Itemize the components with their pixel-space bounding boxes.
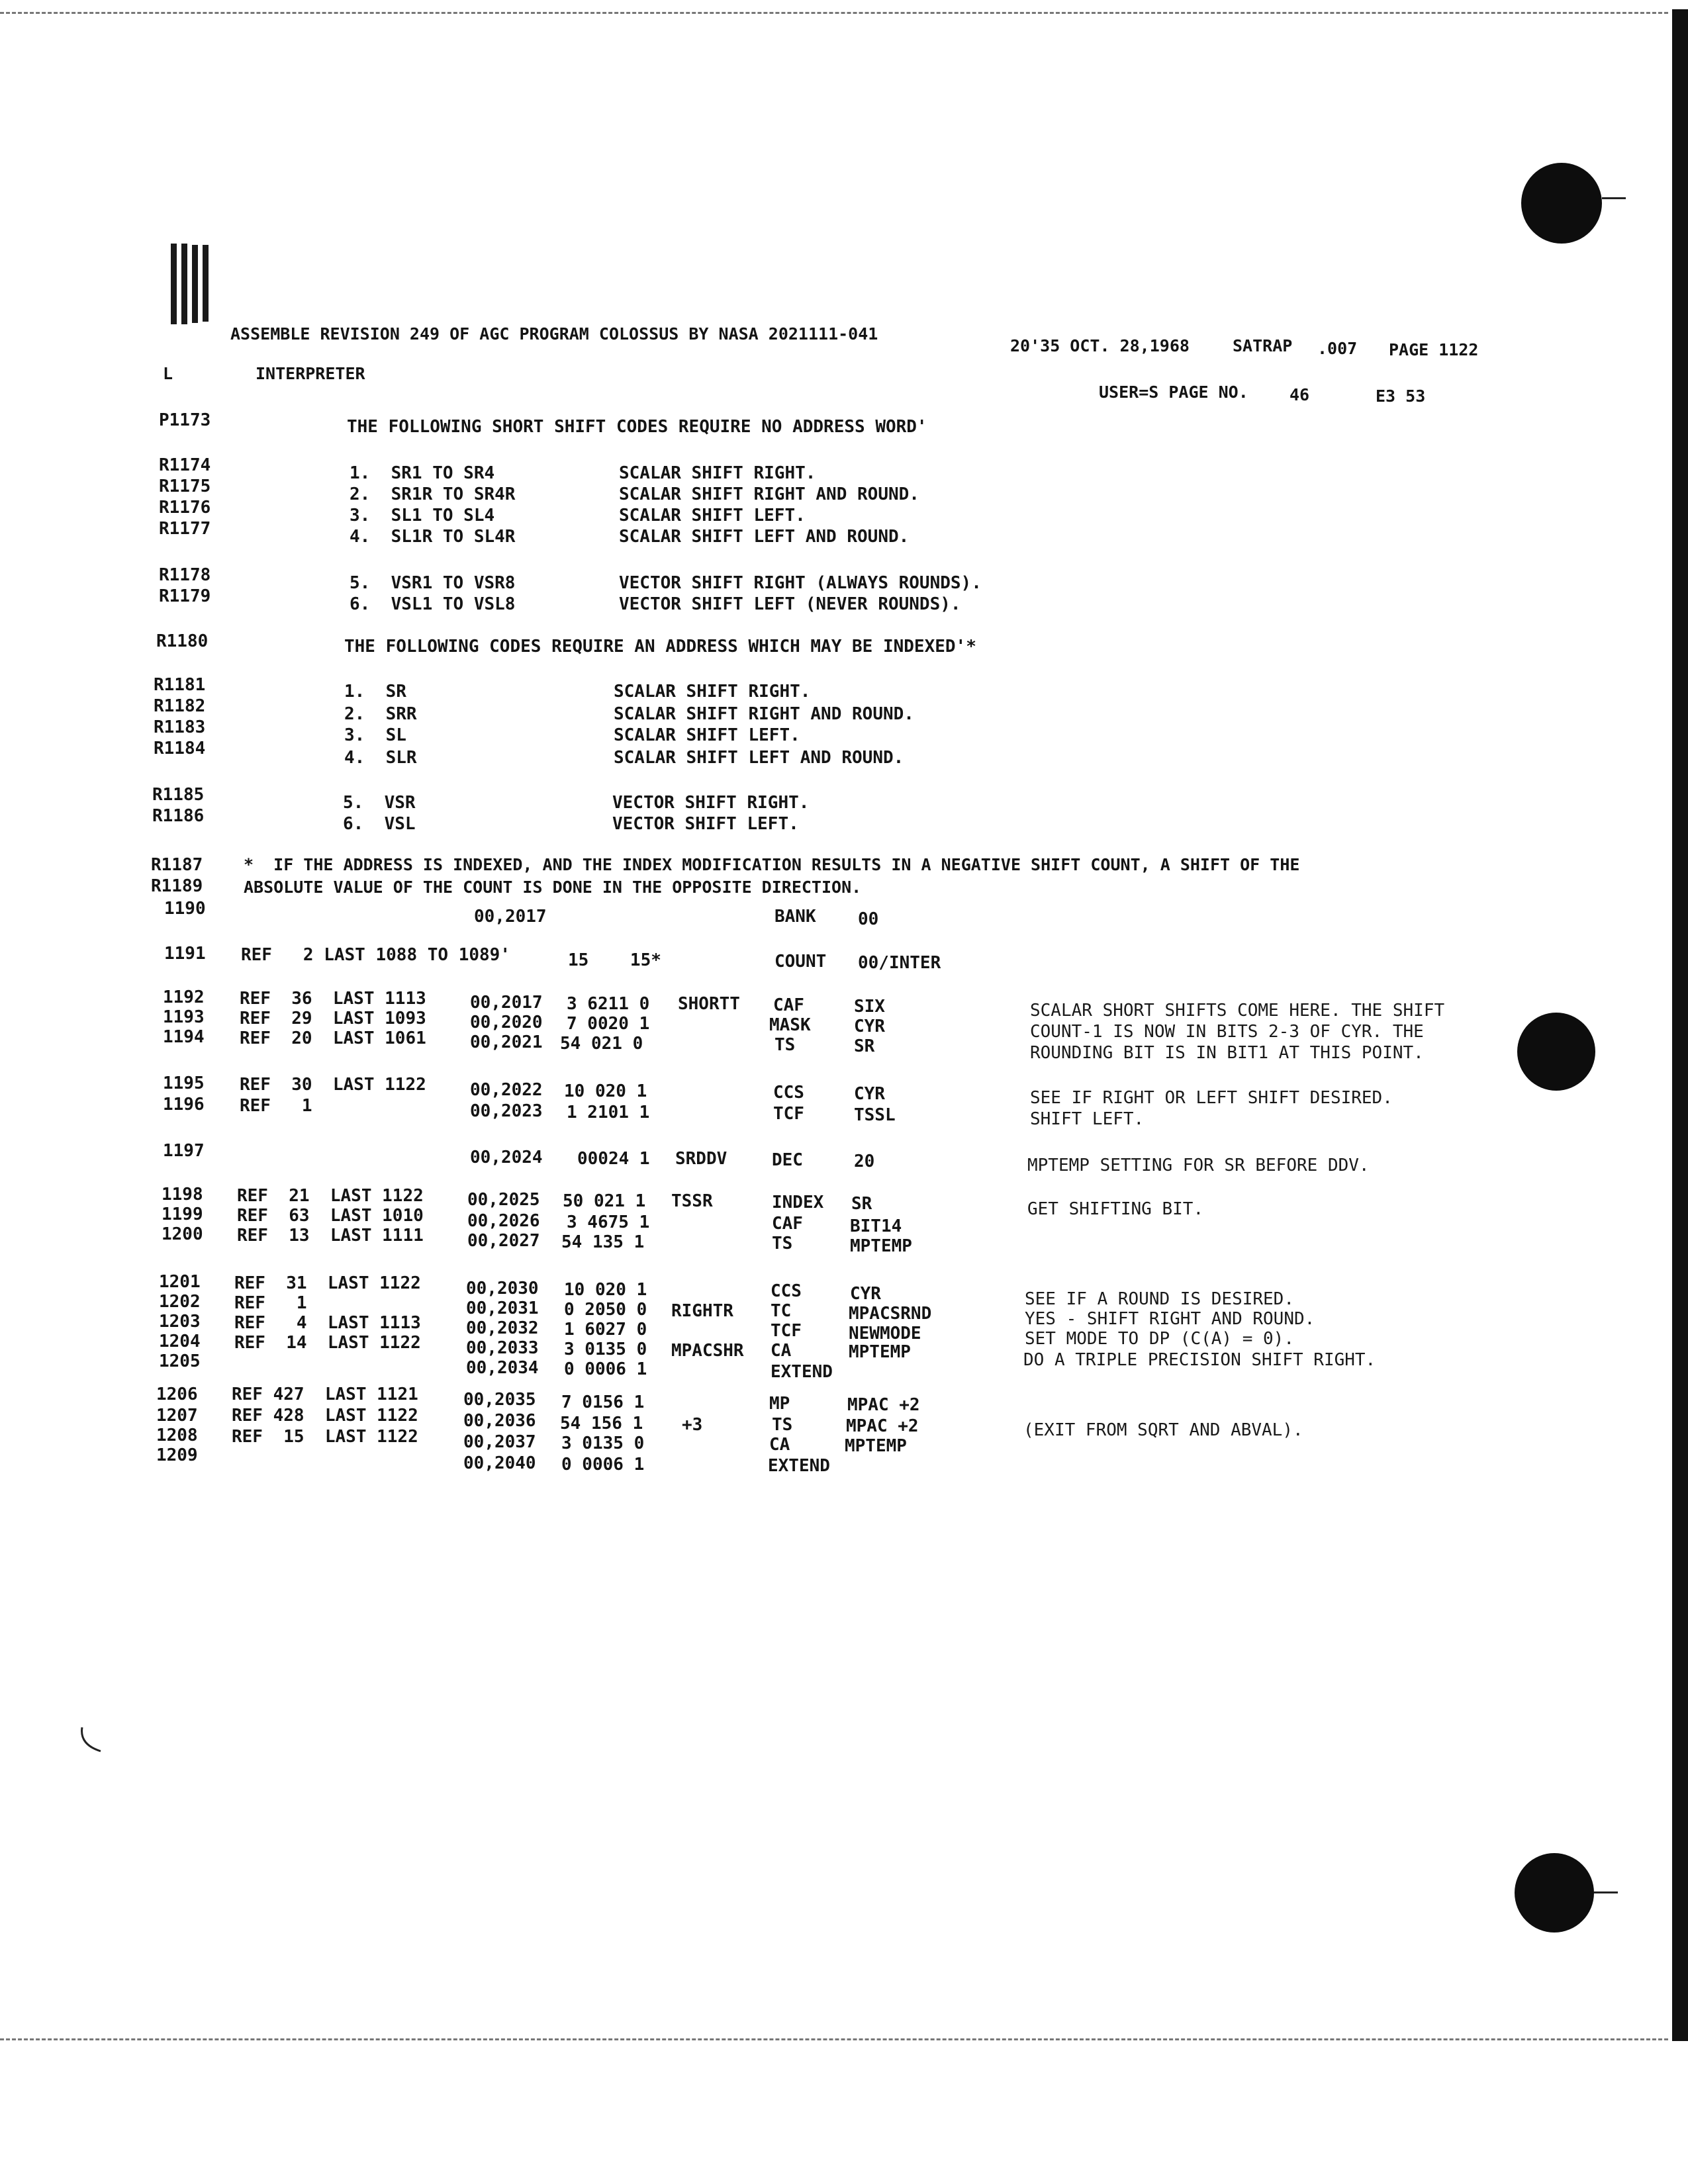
remark-text: 3. SL1 TO SL4 SCALAR SHIFT LEFT. bbox=[350, 506, 806, 525]
opcode: CAF bbox=[772, 1214, 803, 1234]
line-number: R1184 bbox=[154, 739, 206, 758]
ref-info: REF 21 LAST 1122 bbox=[237, 1186, 424, 1206]
line-number: 1192 bbox=[163, 987, 205, 1007]
opcode: CA bbox=[769, 1435, 790, 1455]
line-number: 1207 bbox=[156, 1406, 198, 1426]
address: 00,2027 bbox=[467, 1231, 540, 1251]
line-number: 1202 bbox=[159, 1292, 201, 1312]
section-flag: L bbox=[163, 364, 173, 383]
punch-hole-tick bbox=[1594, 1891, 1618, 1893]
address: 00,2033 bbox=[466, 1338, 539, 1358]
comment: YES - SHIFT RIGHT AND ROUND. bbox=[1025, 1309, 1315, 1329]
remark-text: 1. SR1 TO SR4 SCALAR SHIFT RIGHT. bbox=[350, 463, 816, 483]
remark-text: 2. SR1R TO SR4R SCALAR SHIFT RIGHT AND ROUND. bbox=[350, 484, 919, 504]
line-number: 1203 bbox=[159, 1312, 201, 1332]
ref-info: REF 29 LAST 1093 bbox=[240, 1009, 426, 1028]
opcode: TS bbox=[774, 1035, 796, 1055]
bottom-perforation-edge bbox=[0, 2038, 1668, 2040]
remark-text: 2. SRR SCALAR SHIFT RIGHT AND ROUND. bbox=[344, 704, 914, 724]
address: 00,2035 bbox=[463, 1390, 536, 1410]
octal-word: 10 020 1 bbox=[564, 1280, 647, 1300]
label: +3 bbox=[682, 1415, 703, 1435]
remark-text: ABSOLUTE VALUE OF THE COUNT IS DONE IN THE OPPOSITE DIRECTION. bbox=[244, 878, 862, 897]
right-edge-bar bbox=[1672, 9, 1688, 2041]
remark-text: THE FOLLOWING CODES REQUIRE AN ADDRESS WHICH MAY BE INDEXED'* bbox=[344, 637, 976, 657]
address: 00,2031 bbox=[466, 1298, 539, 1318]
octal-word: 0 0006 1 bbox=[564, 1359, 647, 1379]
address: 00,2026 bbox=[467, 1211, 540, 1231]
remark-text: 4. SLR SCALAR SHIFT LEFT AND ROUND. bbox=[344, 748, 904, 768]
opcode: MP bbox=[769, 1394, 790, 1414]
address: 00,2032 bbox=[466, 1318, 539, 1338]
address: 00,2017 bbox=[474, 907, 547, 927]
remark-text: 6. VSL1 TO VSL8 VECTOR SHIFT LEFT (NEVER ROUNDS). bbox=[350, 594, 961, 614]
octal-word: 00024 1 bbox=[577, 1149, 650, 1169]
label: TSSR bbox=[671, 1191, 713, 1211]
line-number: R1181 bbox=[154, 675, 206, 695]
operand: CYR bbox=[854, 1084, 885, 1104]
remark-text: 4. SL1R TO SL4R SCALAR SHIFT LEFT AND ROUND. bbox=[350, 527, 910, 547]
line-number: R1183 bbox=[154, 717, 206, 737]
address: 00,2025 bbox=[467, 1190, 540, 1210]
operand: MPAC +2 bbox=[847, 1395, 920, 1415]
line-number: 1209 bbox=[156, 1445, 198, 1465]
registration-bar bbox=[203, 245, 209, 322]
octal-word: 3 0135 0 bbox=[564, 1340, 647, 1359]
comment: (EXIT FROM SQRT AND ABVAL). bbox=[1023, 1420, 1303, 1440]
line-number: 1205 bbox=[159, 1351, 201, 1371]
octal-word: 10 020 1 bbox=[564, 1081, 647, 1101]
octal-word: 3 4675 1 bbox=[567, 1212, 650, 1232]
operand: MPAC +2 bbox=[846, 1416, 919, 1436]
ref-info: REF 30 LAST 1122 bbox=[240, 1075, 426, 1095]
line-number: 1191 bbox=[164, 944, 206, 964]
opcode: CCS bbox=[773, 1083, 804, 1103]
octal-word: 1 6027 0 bbox=[564, 1320, 647, 1340]
address: 00,2040 bbox=[463, 1453, 536, 1473]
octal-word: 0 2050 0 bbox=[564, 1300, 647, 1320]
ref-info: REF 428 LAST 1122 bbox=[232, 1406, 418, 1426]
comment: ROUNDING BIT IS IN BIT1 AT THIS POINT. bbox=[1030, 1043, 1424, 1063]
opcode: CA bbox=[771, 1341, 792, 1361]
punch-hole-bottom bbox=[1515, 1853, 1594, 1933]
line-number: 1206 bbox=[156, 1385, 198, 1404]
registration-bar bbox=[171, 244, 177, 324]
comment: SHIFT LEFT. bbox=[1030, 1109, 1145, 1129]
operand: SR bbox=[851, 1194, 872, 1214]
line-number: 1199 bbox=[162, 1205, 203, 1224]
opcode: DEC bbox=[772, 1150, 803, 1170]
ref-info: REF 15 LAST 1122 bbox=[232, 1427, 418, 1447]
comment: DO A TRIPLE PRECISION SHIFT RIGHT. bbox=[1023, 1350, 1376, 1370]
line-number: R1187 bbox=[151, 855, 203, 875]
operand: CYR bbox=[854, 1017, 885, 1036]
ref-info: REF 2 LAST 1088 TO 1089' bbox=[241, 945, 510, 965]
opcode: CAF bbox=[773, 995, 804, 1015]
octal-word: 3 0135 0 bbox=[561, 1433, 645, 1453]
ref-info: REF 36 LAST 1113 bbox=[240, 989, 426, 1009]
page-number: PAGE 1122 bbox=[1389, 340, 1479, 359]
operand: TSSL bbox=[854, 1105, 896, 1125]
comment: SET MODE TO DP (C(A) = 0). bbox=[1025, 1329, 1294, 1349]
ref-info: REF 427 LAST 1121 bbox=[232, 1385, 418, 1404]
comment: SCALAR SHORT SHIFTS COME HERE. THE SHIFT bbox=[1030, 1001, 1445, 1021]
address: 00,2024 bbox=[470, 1148, 543, 1167]
opcode: TS bbox=[772, 1415, 793, 1435]
remark-text: * IF THE ADDRESS IS INDEXED, AND THE INDEX MODIFICATION RESULTS IN A NEGATIVE SHIFT COUNT, A SHIFT OF THE bbox=[244, 855, 1300, 874]
address: 00,2037 bbox=[463, 1432, 536, 1452]
punch-hole-middle bbox=[1517, 1013, 1595, 1091]
opcode: TCF bbox=[771, 1321, 802, 1341]
label: SRDDV bbox=[675, 1149, 727, 1169]
opcode: EXTEND bbox=[771, 1362, 833, 1382]
octal-word: 54 156 1 bbox=[560, 1414, 643, 1433]
line-number: P1173 bbox=[159, 410, 211, 430]
address: 00,2023 bbox=[470, 1101, 543, 1121]
comment: COUNT-1 IS NOW IN BITS 2-3 OF CYR. THE bbox=[1030, 1022, 1424, 1042]
operand: NEWMODE bbox=[849, 1324, 921, 1343]
label: RIGHTR bbox=[671, 1301, 733, 1321]
operand: 00/INTER bbox=[858, 953, 941, 973]
address: 00,2022 bbox=[470, 1080, 543, 1100]
operand: MPTEMP bbox=[845, 1436, 907, 1456]
octal-word: 54 135 1 bbox=[561, 1232, 645, 1252]
remark-text: 5. VSR VECTOR SHIFT RIGHT. bbox=[343, 793, 810, 813]
operand: MPTEMP bbox=[850, 1236, 912, 1256]
comment: MPTEMP SETTING FOR SR BEFORE DDV. bbox=[1027, 1156, 1370, 1175]
line-number: 1197 bbox=[163, 1141, 205, 1161]
punch-hole-top bbox=[1521, 163, 1602, 244]
line-number: R1182 bbox=[154, 696, 206, 716]
ref-info: REF 20 LAST 1061 bbox=[240, 1028, 426, 1048]
octal-word: 3 6211 0 bbox=[567, 994, 650, 1014]
operand: 00 bbox=[858, 909, 879, 929]
program-id: SATRAP bbox=[1233, 336, 1293, 355]
operand: SIX bbox=[854, 997, 885, 1017]
line-number: R1189 bbox=[151, 876, 203, 896]
user-page-label: USER=S PAGE NO. bbox=[1099, 383, 1248, 402]
operand: 20 bbox=[854, 1152, 875, 1171]
remark-text: 6. VSL VECTOR SHIFT LEFT. bbox=[343, 814, 799, 834]
remark-text: 3. SL SCALAR SHIFT LEFT. bbox=[344, 725, 800, 745]
user-page-number: 46 bbox=[1289, 385, 1310, 404]
registration-bar bbox=[181, 244, 187, 324]
line-number: 1200 bbox=[162, 1224, 203, 1244]
line-number: R1178 bbox=[159, 565, 211, 585]
line-number: 1190 bbox=[164, 899, 206, 919]
address: 00,2030 bbox=[466, 1279, 539, 1298]
operand: BIT14 bbox=[850, 1216, 902, 1236]
opcode: TS bbox=[772, 1234, 793, 1253]
comment: SEE IF A ROUND IS DESIRED. bbox=[1025, 1289, 1294, 1309]
operand: CYR bbox=[850, 1284, 881, 1304]
comment: SEE IF RIGHT OR LEFT SHIFT DESIRED. bbox=[1030, 1088, 1393, 1108]
registration-bar bbox=[192, 245, 198, 323]
line-number: 1196 bbox=[163, 1095, 205, 1115]
ref-info: REF 31 LAST 1122 bbox=[234, 1273, 421, 1293]
line-number: R1185 bbox=[152, 785, 205, 805]
octal-word: 7 0156 1 bbox=[561, 1392, 645, 1412]
ref-info: REF 1 bbox=[234, 1293, 307, 1313]
octal-word: 50 021 1 bbox=[563, 1191, 646, 1211]
opcode: INDEX bbox=[772, 1193, 824, 1212]
top-perforation-edge bbox=[0, 12, 1668, 14]
ref-info: REF 63 LAST 1010 bbox=[237, 1206, 424, 1226]
line-number: 1194 bbox=[163, 1027, 205, 1047]
opcode: BANK bbox=[774, 907, 816, 927]
remark-text: 1. SR SCALAR SHIFT RIGHT. bbox=[344, 682, 811, 702]
line-number: R1180 bbox=[156, 631, 209, 651]
punch-hole-tick bbox=[1602, 197, 1626, 199]
octal-word: 0 0006 1 bbox=[561, 1455, 645, 1475]
line-number: R1186 bbox=[152, 806, 205, 826]
opcode: COUNT bbox=[774, 952, 827, 972]
opcode: TC bbox=[771, 1301, 792, 1321]
label: MPACSHR bbox=[671, 1341, 744, 1361]
address: 00,2017 bbox=[470, 993, 543, 1013]
operand: MPACSRND bbox=[849, 1304, 932, 1324]
opcode: CCS bbox=[771, 1281, 802, 1301]
octal-word: 1 2101 1 bbox=[567, 1103, 650, 1122]
ref-info: REF 13 LAST 1111 bbox=[237, 1226, 424, 1246]
line-number: 1208 bbox=[156, 1426, 198, 1445]
octal-word: 54 021 0 bbox=[560, 1034, 643, 1054]
margin-stroke bbox=[77, 1725, 110, 1758]
remark-text: 5. VSR1 TO VSR8 VECTOR SHIFT RIGHT (ALWAYS ROUNDS). bbox=[350, 573, 982, 593]
opcode: TCF bbox=[773, 1104, 804, 1124]
remark-text: THE FOLLOWING SHORT SHIFT CODES REQUIRE NO ADDRESS WORD' bbox=[347, 417, 927, 437]
address: 00,2021 bbox=[470, 1032, 543, 1052]
listing-title: ASSEMBLE REVISION 249 OF AGC PROGRAM COLOSSUS BY NASA 2021111-041 bbox=[230, 324, 878, 343]
address: 00,2036 bbox=[463, 1411, 536, 1431]
address: 00,2020 bbox=[470, 1013, 543, 1032]
version: .007 bbox=[1317, 339, 1358, 358]
label: SHORTT bbox=[678, 994, 740, 1014]
section-name: INTERPRETER bbox=[256, 364, 365, 383]
octal-word: 15 15* bbox=[568, 950, 661, 970]
line-number: R1176 bbox=[159, 498, 211, 518]
ref-info: REF 14 LAST 1122 bbox=[234, 1333, 421, 1353]
line-number: R1179 bbox=[159, 586, 211, 606]
line-number: 1195 bbox=[163, 1073, 205, 1093]
line-number: 1193 bbox=[163, 1007, 205, 1027]
operand: MPTEMP bbox=[849, 1342, 911, 1362]
line-number: R1175 bbox=[159, 477, 211, 496]
address: 00,2034 bbox=[466, 1358, 539, 1378]
line-number: 1204 bbox=[159, 1332, 201, 1351]
listing-code: E3 53 bbox=[1376, 387, 1426, 406]
operand: SR bbox=[854, 1036, 875, 1056]
line-number: 1198 bbox=[162, 1185, 203, 1205]
listing-timestamp: 20'35 OCT. 28,1968 bbox=[1010, 336, 1190, 355]
opcode: EXTEND bbox=[768, 1456, 830, 1476]
comment: GET SHIFTING BIT. bbox=[1027, 1199, 1204, 1219]
ref-info: REF 1 bbox=[240, 1096, 312, 1116]
octal-word: 7 0020 1 bbox=[567, 1014, 650, 1034]
line-number: R1174 bbox=[159, 455, 211, 475]
line-number: R1177 bbox=[159, 519, 211, 539]
line-number: 1201 bbox=[159, 1272, 201, 1292]
opcode: MASK bbox=[769, 1015, 811, 1035]
ref-info: REF 4 LAST 1113 bbox=[234, 1313, 421, 1333]
